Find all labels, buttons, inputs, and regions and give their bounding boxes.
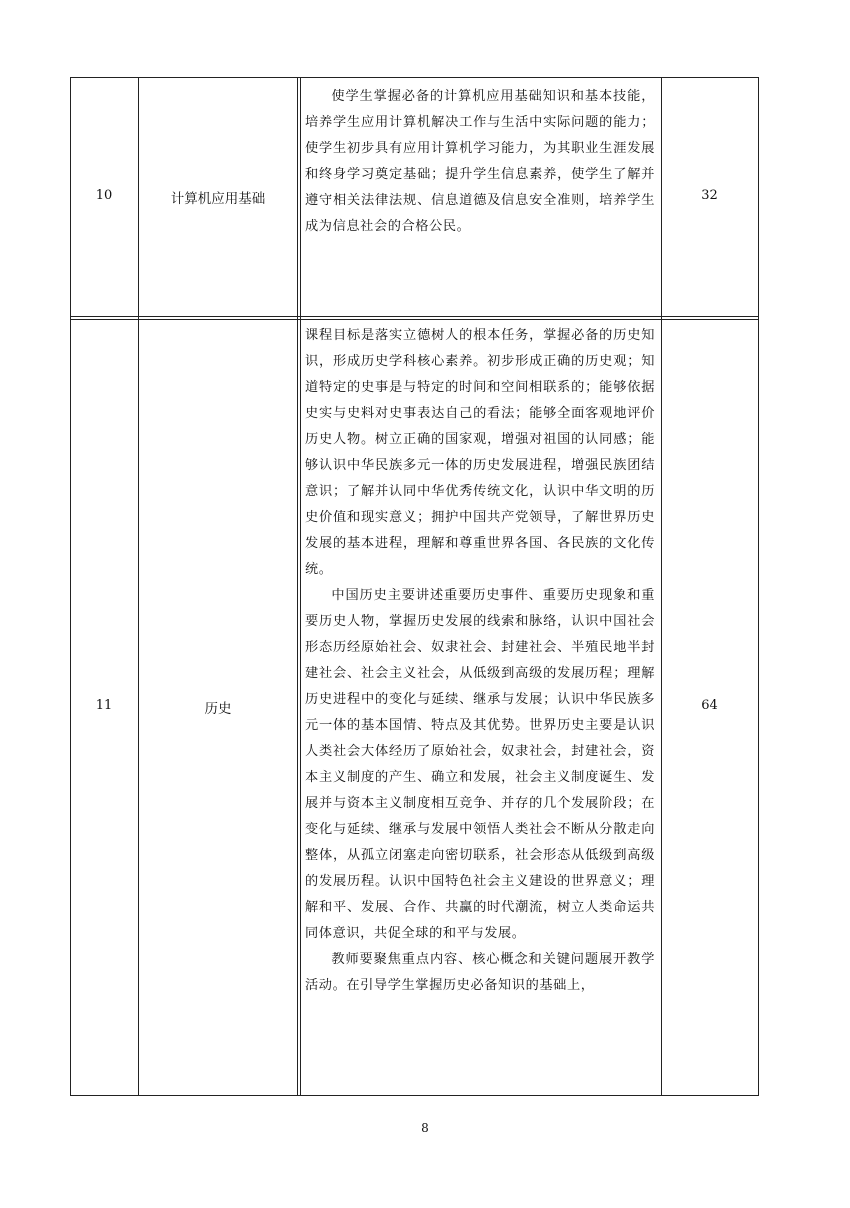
description-paragraph: 中国历史主要讲述重要历史事件、重要历史现象和重要历史人物，掌握历史发展的线索和脉络，认识中国社会形态历经原始社会、奴隶社会、封建社会、半殖民地半封建社会、社会主义社会，从低级到高级的发展历程；理解历史进程中的变化与延续、继承与发展；认识中华民族多元一体的基本国情、特点及其优势。世界历史主要是认识人类社会大体经历了原始社会，奴隶社会，封建社会，资本主义制度的产生、确立和发展，社会主义制度诞生、发展并与资本主义制度相互竞争、并存的几个发展阶段；在变化与延续、继承与发展中领悟人类社会不断从分散走向整体，从孤立闭塞走向密切联系，社会形态从低级到高级的发展历程。认识中国特色社会主义建设的世界意义；理解和平、发展、合作、共赢的时代潮流，树立人类命运共同体意识，共促全球的和平与发展。 xyxy=(305,588,655,941)
course-description xyxy=(305,84,655,240)
table-border xyxy=(70,1095,759,1096)
row-number: 11 xyxy=(95,698,113,713)
table-border xyxy=(758,77,759,1096)
table-border xyxy=(70,77,71,1096)
page-number: 8 xyxy=(421,1121,429,1135)
subject-name: 历史 xyxy=(204,701,232,717)
table-border xyxy=(138,77,139,1096)
description-paragraph: 使学生掌握必备的计算机应用基础知识和基本技能，培养学生应用计算机解决工作与生活中实际问题的能力；使学生初步具有应用计算机学习能力，为其职业生涯发展和终身学习奠定基础；提升学生信息素养，使学生了解并遵守相关法律法规、信息道德及信息安全准则，培养学生成为信息社会的合格公民。 xyxy=(305,89,655,234)
description-paragraph: 教师要聚焦重点内容、核心概念和关键问题展开教学活动。在引导学生掌握历史必备知识的基础上， xyxy=(305,952,655,993)
table-border xyxy=(297,77,298,1096)
subject-name: 计算机应用基础 xyxy=(170,191,266,207)
table-border xyxy=(70,319,759,320)
table-border xyxy=(70,316,759,317)
table-border xyxy=(300,77,301,1096)
class-hours: 64 xyxy=(701,698,718,713)
course-description xyxy=(305,323,655,999)
class-hours: 32 xyxy=(701,188,718,203)
description-paragraph: 课程目标是落实立德树人的根本任务，掌握必备的历史知识，形成历史学科核心素养。初步形成正确的历史观；知道特定的史事是与特定的时间和空间相联系的；能够依据史实与史料对史事表达自己的看法；能够全面客观地评价历史人物。树立正确的国家观，增强对祖国的认同感；能够认识中华民族多元一体的历史发展进程，增强民族团结意识；了解并认同中华优秀传统文化，认识中华文明的历史价值和现实意义；拥护中国共产党领导，了解世界历史发展的基本进程，理解和尊重世界各国、各民族的文化传统。 xyxy=(305,328,655,577)
table-border xyxy=(70,77,759,78)
row-number: 10 xyxy=(95,188,113,203)
table-border xyxy=(661,77,662,1096)
